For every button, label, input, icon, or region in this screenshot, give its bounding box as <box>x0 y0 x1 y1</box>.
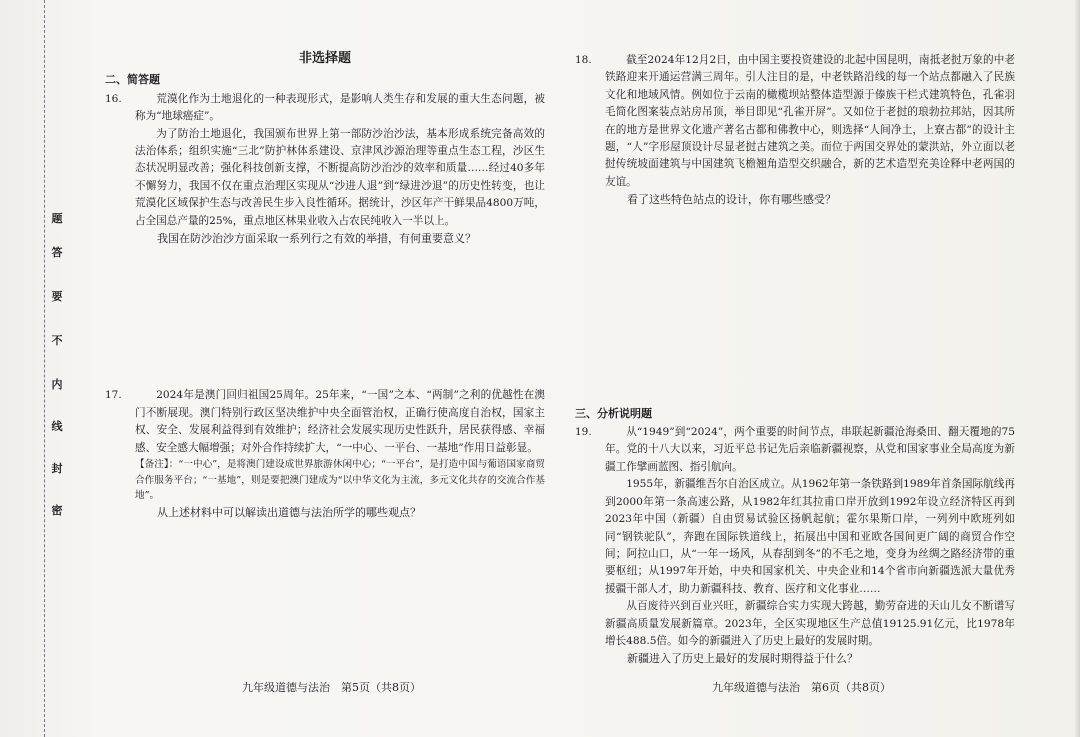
question-19 <box>575 424 1015 668</box>
binding-margin-char: 要 <box>51 290 63 303</box>
question-number: 18. <box>575 54 592 66</box>
page-5 <box>105 44 545 521</box>
binding-margin-char: 不 <box>51 334 63 347</box>
binding-margin-char: 密 <box>51 504 63 517</box>
page-footer-right: 九年级道德与法治 第6页（共8页） <box>712 681 891 694</box>
binding-dashed-line <box>44 0 45 737</box>
question-body <box>605 424 1015 668</box>
material-paragraph: 截至2024年12月2日，由中国主要投资建设的北起中国昆明，南抵老挝万象的中老铁路迎来开通运营满三周年。引人注目的是，中老铁路沿线的每一个站点都融入了民族文化和地域风情。例如位于云南的橄榄坝站整体造型源于傣族干栏式建筑特色，孔雀羽毛简化图案装点站房吊顶，举目即见“孔雀开屏”。又如位于老挝的琅勃拉邦站，因其所在的地方是世界文化遗产著名古都和佛教中心，则选择“人间净土，上寮古都”的设计主题，“人”字形屋顶设计尽显老挝古建筑之美。而位于两国交界处的蒙洪站，外立面以老挝传统坡面建筑与中国建筑飞檐翘角造型交织融合，新的艺术造型充美诠释中老两国的友谊。 <box>605 54 1015 188</box>
binding-margin-char: 封 <box>51 462 63 475</box>
section-title: 非选择题 <box>298 51 351 66</box>
question-number: 16. <box>105 92 122 105</box>
question-prompt: 从上述材料中可以解读出道德与法治所学的哪些观点？ <box>157 505 421 519</box>
question-number: 17. <box>105 389 122 402</box>
question-body <box>135 91 545 248</box>
question-16 <box>105 91 545 248</box>
question-prompt: 看了这些特色站点的设计，你有哪些感受？ <box>627 193 836 207</box>
question-number: 19. <box>575 426 592 439</box>
material-paragraph: 为了防治土地退化，我国颁布世界上第一部防沙治沙法，基本形成系统完备高效的法治体系；组织实施“三北”防护林体系建设、京津风沙源治理等重点生态工程，沙区生态状况明显改善；强化科技创新支撑，不断提高防沙治沙的效率和质量……经过40多年不懈努力，我国不仅在重点治理区实现从“沙进人退”到“绿进沙退”的历史性转变，也让荒漠化区域保护生态与改善民生步入良性循环。据统计，沙区年产干鲜果品4800万吨，占全国总产量的25%，重点地区林果业收入占农民纯收入一半以上。 <box>135 127 545 227</box>
scan-shadow <box>1074 0 1080 737</box>
question-prompt: 我国在防沙治沙方面采取一系列行之有效的举措，有何重要意义？ <box>157 232 476 246</box>
section-heading-short-answer: 二、简答题 <box>105 73 160 87</box>
question-17 <box>105 387 545 521</box>
question-body <box>135 387 545 521</box>
page-footer-left: 九年级道德与法治 第5页（共8页） <box>242 681 421 694</box>
section-heading-analysis: 三、分析说明题 <box>575 406 652 420</box>
answer-space[interactable] <box>575 209 1015 405</box>
material-paragraph: 2024年是澳门回归祖国25周年。25年来，“一国”之本、“两制”之利的优越性在澳门不断展现。澳门特别行政区坚决维护中央全面管治权，正确行使高度自治权，国家主权、安全、发展利益得到有效维护；经济社会发展实现历史性跃升，居民获得感、幸福感、安全感大幅增强；对外合作持续扩大，“一中心、一平台、一基地”作用日益彰显。 <box>135 389 545 454</box>
page-6 <box>575 52 1015 668</box>
binding-margin-char: 答 <box>51 246 63 259</box>
binding-margin-char: 题 <box>51 212 63 225</box>
material-paragraph: 荒漠化作为土地退化的一种表现形式，是影响人类生存和发展的重大生态问题，被称为“地球癌症”。 <box>135 92 545 123</box>
binding-margin-char: 内 <box>51 378 63 391</box>
material-paragraph: 从百废待兴到百业兴旺，新疆综合实力实现大跨越，勤劳奋进的天山儿女不断谱写新疆高质量发展新篇章。2023年，全区实现地区生产总值19125.91亿元，比1978年增长488.5倍。如今的新疆进入了历史上最好的发展时期。 <box>605 600 1015 647</box>
question-body <box>605 52 1015 209</box>
question-18 <box>575 52 1015 209</box>
material-note: 【备注】：“一中心”，是将澳门建设成世界旅游休闲中心；“一平台”，是打造中国与葡语国家商贸合作服务平台；“一基地”，则是要把澳门建成为“以中华文化为主流，多元文化共存的交流合作基地”。 <box>135 459 545 502</box>
answer-space[interactable] <box>105 247 545 387</box>
material-paragraph: 1955年，新疆维吾尔自治区成立。从1962年第一条铁路到1989年首条国际航线再到2000年第一条高速公路，从1982年红其拉甫口岸开放到1992年设立经济特区再到2023年中国（新疆）自由贸易试验区扬帆起航；霍尔果斯口岸，一列列中欧班列如同“钢铁驼队”，奔跑在国际铁道线上，拓展出中国和亚欧各国间更广阔的商贸合作空间；阿拉山口，从“一年一场风，从春刮到冬”的不毛之地，变身为丝绸之路经济带的重要枢纽；从1997年开始，中央和国家机关、中央企业和14个省市向新疆选派大量优秀援疆干部人才，助力新疆科技、教育、医疗和文化事业…… <box>605 478 1015 595</box>
question-prompt: 新疆进入了历史上最好的发展时期得益于什么？ <box>627 652 858 666</box>
material-paragraph: 从“1949”到“2024”，两个重要的时间节点，串联起新疆沧海桑田、翻天覆地的75年。党的十八大以来，习近平总书记先后亲临新疆视察，从党和国家事业全局高度为新疆工作擘画蓝图、指引航向。 <box>605 426 1015 473</box>
binding-margin-char: 线 <box>51 420 63 433</box>
